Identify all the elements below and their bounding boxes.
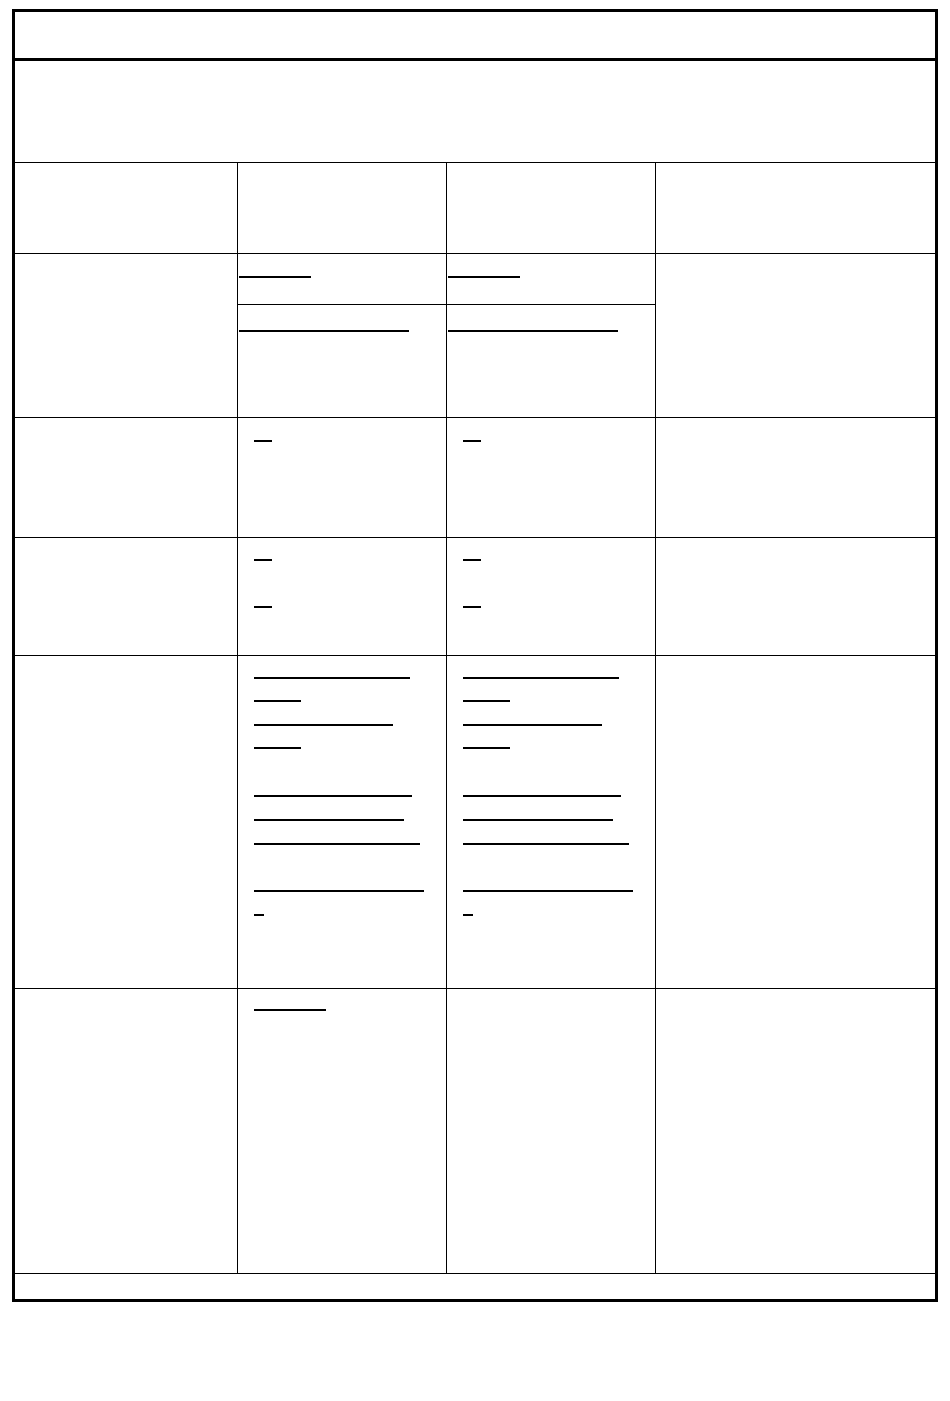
blank-field[interactable] <box>463 747 510 749</box>
blank-field[interactable] <box>463 559 481 561</box>
row-subdivider <box>237 304 655 305</box>
blank-field[interactable] <box>254 747 301 749</box>
row-remarks <box>657 540 935 654</box>
blank-field[interactable] <box>448 276 520 278</box>
blank-field[interactable] <box>463 440 481 442</box>
blank-field[interactable] <box>463 890 633 892</box>
blank-field[interactable] <box>463 724 602 726</box>
row-label <box>15 540 237 654</box>
blank-field[interactable] <box>239 276 311 278</box>
blank-field[interactable] <box>254 724 393 726</box>
blank-field[interactable] <box>254 914 264 916</box>
row-label <box>15 420 237 536</box>
row-remarks <box>657 256 935 416</box>
column-divider-1 <box>237 162 238 1273</box>
subtitle-divider <box>14 162 936 163</box>
blank-field[interactable] <box>254 440 272 442</box>
column-divider-3 <box>655 162 656 1273</box>
blank-field[interactable] <box>254 1009 326 1011</box>
blank-field[interactable] <box>463 843 629 845</box>
row-divider <box>14 537 936 538</box>
title-divider <box>12 58 938 61</box>
column-header-2 <box>239 164 445 252</box>
blank-field[interactable] <box>463 677 619 679</box>
form-footer <box>15 1275 935 1299</box>
row-remarks <box>657 420 935 536</box>
row-remarks <box>657 991 935 1272</box>
blank-field[interactable] <box>448 330 618 332</box>
blank-field[interactable] <box>463 914 473 916</box>
blank-field[interactable] <box>254 606 272 608</box>
blank-field[interactable] <box>254 819 404 821</box>
row-label <box>15 991 237 1272</box>
row-divider <box>14 988 936 989</box>
form-title <box>15 12 935 59</box>
column-header-4 <box>657 164 935 252</box>
blank-field[interactable] <box>254 890 424 892</box>
column-header-1 <box>15 164 237 252</box>
row-divider <box>14 1273 936 1274</box>
blank-field[interactable] <box>254 677 410 679</box>
row-divider <box>14 253 936 254</box>
blank-field[interactable] <box>254 559 272 561</box>
row-remarks <box>657 658 935 987</box>
blank-field[interactable] <box>463 606 481 608</box>
blank-field[interactable] <box>254 795 412 797</box>
column-divider-2 <box>446 162 447 1273</box>
blank-field[interactable] <box>239 330 409 332</box>
row-divider <box>14 655 936 656</box>
row-label <box>15 256 237 416</box>
form-subtitle <box>15 62 935 162</box>
blank-field[interactable] <box>463 819 613 821</box>
blank-field[interactable] <box>463 700 510 702</box>
row-label <box>15 658 237 987</box>
blank-field[interactable] <box>254 700 301 702</box>
column-header-3 <box>448 164 654 252</box>
blank-field[interactable] <box>463 795 621 797</box>
blank-field[interactable] <box>254 843 420 845</box>
row-divider <box>14 417 936 418</box>
